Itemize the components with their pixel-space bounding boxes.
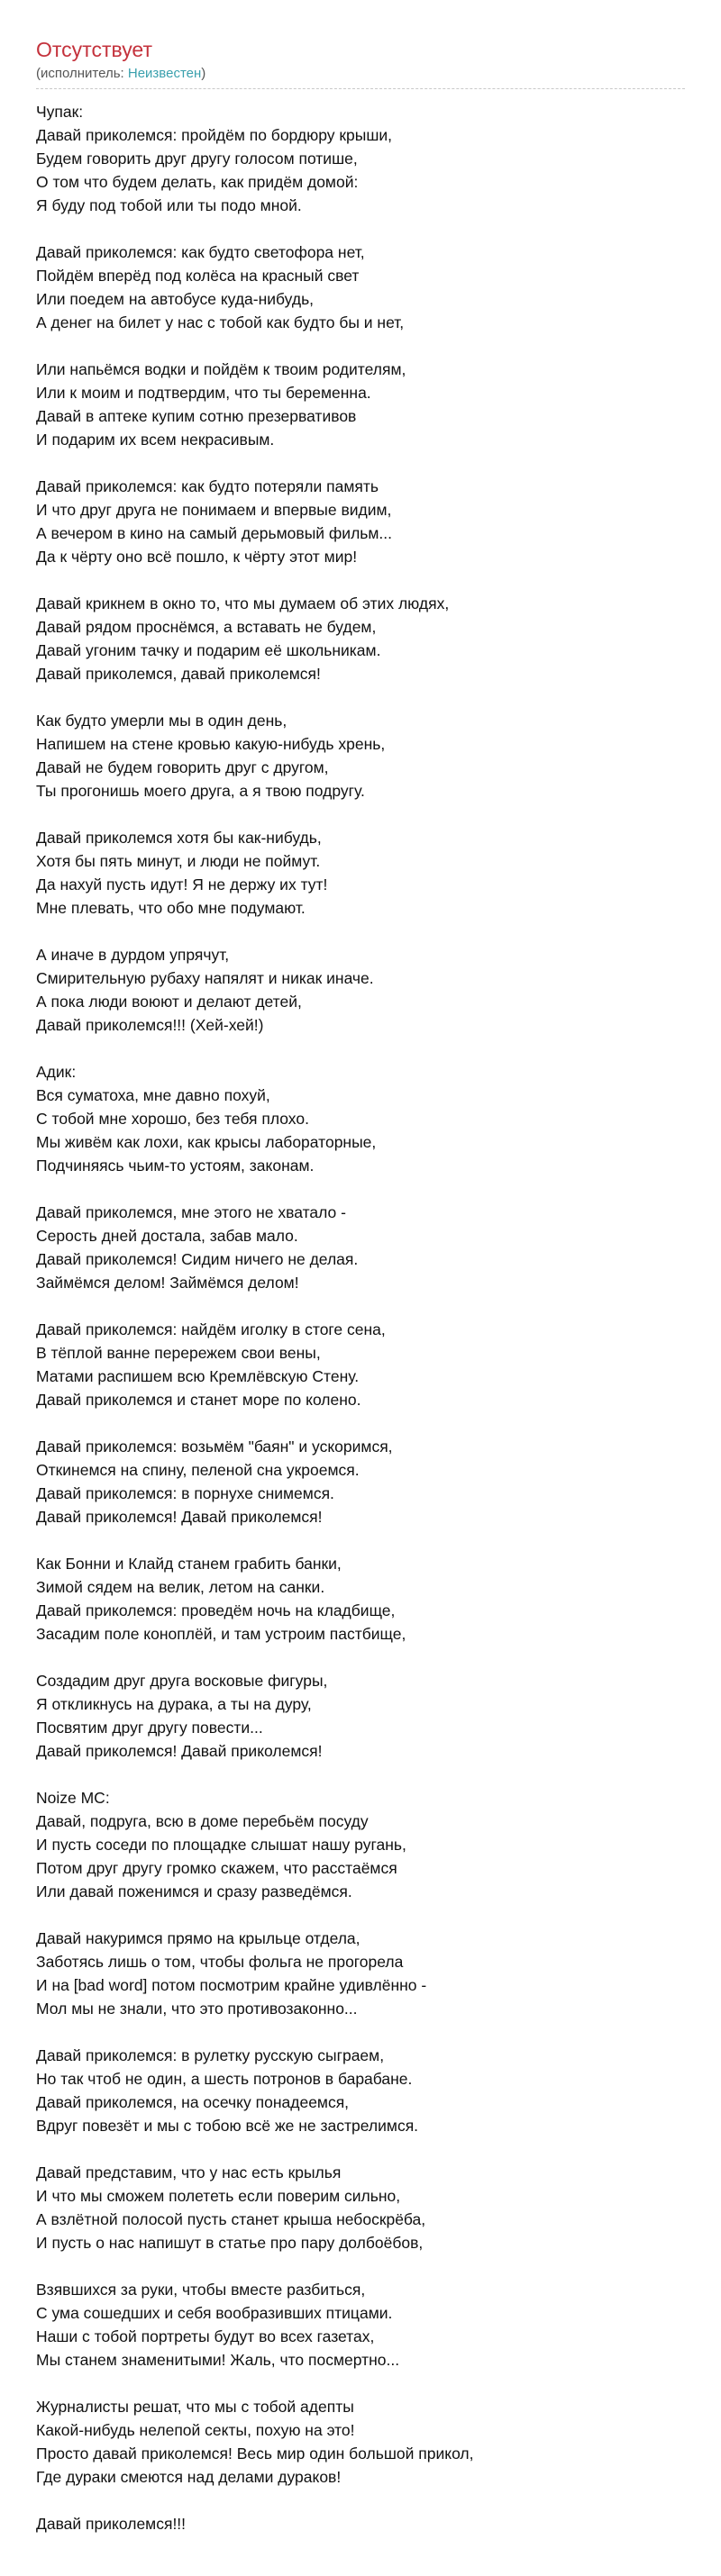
- lyrics-line: Давай накуримся прямо на крыльце отдела,: [36, 1929, 360, 1947]
- lyrics-line: Я откликнусь на дурака, а ты на дуру,: [36, 1695, 312, 1713]
- lyrics-line: О том что будем делать, как придём домой:: [36, 173, 359, 191]
- lyrics-line: Noize MC:: [36, 1789, 110, 1807]
- lyrics-line: Да к чёрту оно всё пошло, к чёрту этот мир!: [36, 548, 358, 566]
- lyrics-line: Вся суматоха, мне давно похуй,: [36, 1086, 270, 1104]
- lyrics-line: Просто давай приколемся! Весь мир один большой прикол,: [36, 2444, 474, 2463]
- lyrics-line: Вдруг повезёт и мы с тобою всё же не застрелимся.: [36, 2117, 419, 2135]
- lyrics-line: Напишем на стене кровью какую-нибудь хрень,: [36, 735, 386, 753]
- lyrics-stanza: [36, 1786, 685, 1903]
- lyrics-stanza: [36, 1552, 685, 1646]
- lyrics-line: Будем говорить друг другу голосом потише,: [36, 150, 358, 168]
- lyrics-line: Давай приколемся хотя бы как-нибудь,: [36, 829, 322, 847]
- song-title: Отсутствует: [36, 38, 152, 61]
- lyrics-line: И пусть о нас напишут в статье про пару долбоёбов,: [36, 2234, 424, 2252]
- lyrics-line: В тёплой ванне перережем свои вены,: [36, 1344, 321, 1362]
- lyrics-stanza: [36, 2395, 685, 2489]
- lyrics-line: Пойдём вперёд под колёса на красный свет: [36, 267, 360, 285]
- lyrics-line: Зимой сядем на велик, летом на санки.: [36, 1578, 325, 1596]
- lyrics-line: Адик:: [36, 1063, 77, 1081]
- lyrics-line: Давай приколемся!!! (Хей-хей!): [36, 1016, 264, 1034]
- lyrics-line: Посвятим друг другу повести...: [36, 1719, 263, 1737]
- lyrics-stanza: [36, 943, 685, 1037]
- lyrics-stanza: [36, 1927, 685, 2020]
- lyrics-line: Давай не будем говорить друг с другом,: [36, 758, 329, 776]
- lyrics-line: И что друг друга не понимаем и впервые видим,: [36, 501, 392, 519]
- lyrics-line: Какой-нибудь нелепой секты, похую на это!: [36, 2421, 355, 2439]
- lyrics-line: Давай приколемся: возьмём "баян" и ускоримся,: [36, 1438, 393, 1456]
- lyrics-line: Я буду под тобой или ты подо мной.: [36, 196, 302, 214]
- lyrics-stanza: [36, 1435, 685, 1528]
- lyrics-line: Да нахуй пусть идут! Я не держу их тут!: [36, 875, 328, 893]
- lyrics-line: Мол мы не знали, что это противозаконно...: [36, 2000, 358, 2018]
- lyrics-line: Или к моим и подтвердим, что ты беременна.: [36, 384, 371, 402]
- artist-line: [36, 65, 685, 83]
- lyrics-line: Давай приколемся!!!: [36, 2515, 187, 2533]
- lyrics-line: Давай представим, что у нас есть крылья: [36, 2163, 342, 2181]
- lyrics-line: И пусть соседи по площадке слышат нашу ругань,: [36, 1836, 406, 1854]
- lyrics-line: Давай приколемся: как будто светофора нет,: [36, 243, 365, 261]
- lyrics-line: Взявшихся за руки, чтобы вместе разбиться,: [36, 2281, 366, 2299]
- header-divider: [36, 88, 685, 89]
- lyrics-line: Давай приколемся, мне этого не хватало -: [36, 1203, 346, 1221]
- lyrics-line: Наши с тобой портреты будут во всех газетах,: [36, 2327, 375, 2345]
- lyrics-line: Создадим друг друга восковые фигуры,: [36, 1672, 328, 1690]
- lyrics-line: Давай приколемся: как будто потеряли память: [36, 477, 379, 495]
- lyrics-line: Заботясь лишь о том, чтобы фольга не прогорела: [36, 1953, 404, 1971]
- lyrics-line: Давай приколемся, на осечку понадеемся,: [36, 2093, 350, 2111]
- lyrics-stanza: [36, 475, 685, 568]
- lyrics-stanza: [36, 1060, 685, 1177]
- lyrics-line: С ума сошедших и себя вообразивших птицами.: [36, 2304, 393, 2322]
- lyrics-stanza: [36, 2278, 685, 2372]
- lyrics-line: А пока люди воюют и делают детей,: [36, 993, 302, 1011]
- lyrics-line: Мне плевать, что обо мне подумают.: [36, 899, 306, 917]
- lyrics-line: Давай приколемся: проведём ночь на кладбище,: [36, 1601, 396, 1619]
- lyrics-line: Засадим поле коноплёй, и там устроим пастбище,: [36, 1625, 406, 1643]
- lyrics-stanza: [36, 1318, 685, 1411]
- lyrics-line: А вечером в кино на самый дерьмовый фильм...: [36, 524, 393, 542]
- lyrics-line: Или напьёмся водки и пойдём к твоим родителям,: [36, 360, 406, 378]
- lyrics-line: А денег на билет у нас с тобой как будто бы и нет,: [36, 313, 405, 331]
- lyrics-line: Ты прогонишь моего друга, а я твою подругу.: [36, 782, 365, 800]
- lyrics-line: Или давай поженимся и сразу разведёмся.: [36, 1882, 352, 1900]
- lyrics-stanza: [36, 2512, 685, 2535]
- lyrics-stanza: [36, 592, 685, 685]
- lyrics-line: А взлётной полосой пусть станет крыша небоскрёба,: [36, 2210, 426, 2228]
- lyrics-line: Откинемся на спину, пеленой сна укроемся.: [36, 1461, 360, 1479]
- lyrics-stanza: [36, 100, 685, 217]
- lyrics-line: Давай приколемся: в порнухе снимемся.: [36, 1484, 334, 1502]
- lyrics-line: Чупак:: [36, 103, 84, 121]
- lyrics-line: Потом друг другу громко скажем, что расстаёмся: [36, 1859, 397, 1877]
- lyrics-stanza: [36, 2044, 685, 2137]
- lyrics-line: Займёмся делом! Займёмся делом!: [36, 1274, 299, 1292]
- lyrics-line: Журналисты решат, что мы с тобой адепты: [36, 2398, 354, 2416]
- lyrics-stanza: [36, 2161, 685, 2254]
- lyrics-stanza: [36, 240, 685, 334]
- artist-prefix: (исполнитель:: [36, 66, 128, 81]
- lyrics-stanza: [36, 358, 685, 451]
- lyrics-line: Но так чтоб не один, а шесть потронов в барабане.: [36, 2070, 413, 2088]
- lyrics-line: И подарим их всем некрасивым.: [36, 431, 275, 449]
- artist-link[interactable]: Неизвестен: [127, 66, 202, 81]
- lyrics-stanza: [36, 709, 685, 803]
- lyrics-line: Давай угоним тачку и подарим её школьникам.: [36, 641, 381, 659]
- lyrics-line: Мы живём как лохи, как крысы лабораторные,: [36, 1133, 377, 1151]
- lyrics-stanza: [36, 826, 685, 920]
- lyrics-line: И что мы сможем полететь если поверим сильно,: [36, 2187, 401, 2205]
- lyrics-line: Давай в аптеке купим сотню презервативов: [36, 407, 357, 425]
- lyrics-line: Давай приколемся: в рулетку русскую сыграем,: [36, 2046, 385, 2064]
- lyrics-line: А иначе в дурдом упрячут,: [36, 946, 230, 964]
- lyrics-line: Давай, подруга, всю в доме перебьём посуду: [36, 1812, 369, 1830]
- lyrics-line: Мы станем знаменитыми! Жаль, что посмертно...: [36, 2351, 400, 2369]
- lyrics-line: Давай приколемся! Давай приколемся!: [36, 1742, 323, 1760]
- lyrics-line: Давай приколемся! Сидим ничего не делая.: [36, 1250, 359, 1268]
- lyrics-line: Смирительную рубаху напялят и никак иначе.: [36, 969, 374, 987]
- lyrics-line: Давай приколемся, давай приколемся!: [36, 665, 321, 683]
- lyrics-line: Как будто умерли мы в один день,: [36, 712, 287, 730]
- lyrics-line: Как Бонни и Клайд станем грабить банки,: [36, 1555, 342, 1573]
- artist-suffix: ): [201, 66, 206, 81]
- lyrics-line: Давай крикнем в окно то, что мы думаем об этих людях,: [36, 594, 450, 612]
- lyrics-line: Давай рядом проснёмся, а вставать не будем,: [36, 618, 377, 636]
- lyrics-line: Давай приколемся: пройдём по бордюру крыши,: [36, 126, 393, 144]
- lyrics-line: Хотя бы пять минут, и люди не поймут.: [36, 852, 321, 870]
- lyrics-line: Подчиняясь чьим-то устоям, законам.: [36, 1156, 315, 1175]
- lyrics-stanza: [36, 1669, 685, 1763]
- lyrics-line: Матами распишем всю Кремлёвскую Стену.: [36, 1367, 360, 1385]
- lyrics-line: С тобой мне хорошо, без тебя плохо.: [36, 1110, 309, 1128]
- lyrics-line: Серость дней достала, забав мало.: [36, 1227, 298, 1245]
- lyrics-body: [36, 100, 685, 2535]
- lyrics-line: Или поедем на автобусе куда-нибудь,: [36, 290, 315, 308]
- lyrics-line: Давай приколемся: найдём иголку в стоге сена,: [36, 1320, 386, 1338]
- lyrics-line: И на [bad word] потом посмотрим крайне удивлённо -: [36, 1976, 427, 1994]
- lyrics-line: Давай приколемся и станет море по колено.: [36, 1391, 361, 1409]
- lyrics-stanza: [36, 1201, 685, 1294]
- lyrics-page: [36, 36, 685, 2559]
- lyrics-line: Давай приколемся! Давай приколемся!: [36, 1508, 323, 1526]
- lyrics-line: Где дураки смеются над делами дураков!: [36, 2468, 342, 2486]
